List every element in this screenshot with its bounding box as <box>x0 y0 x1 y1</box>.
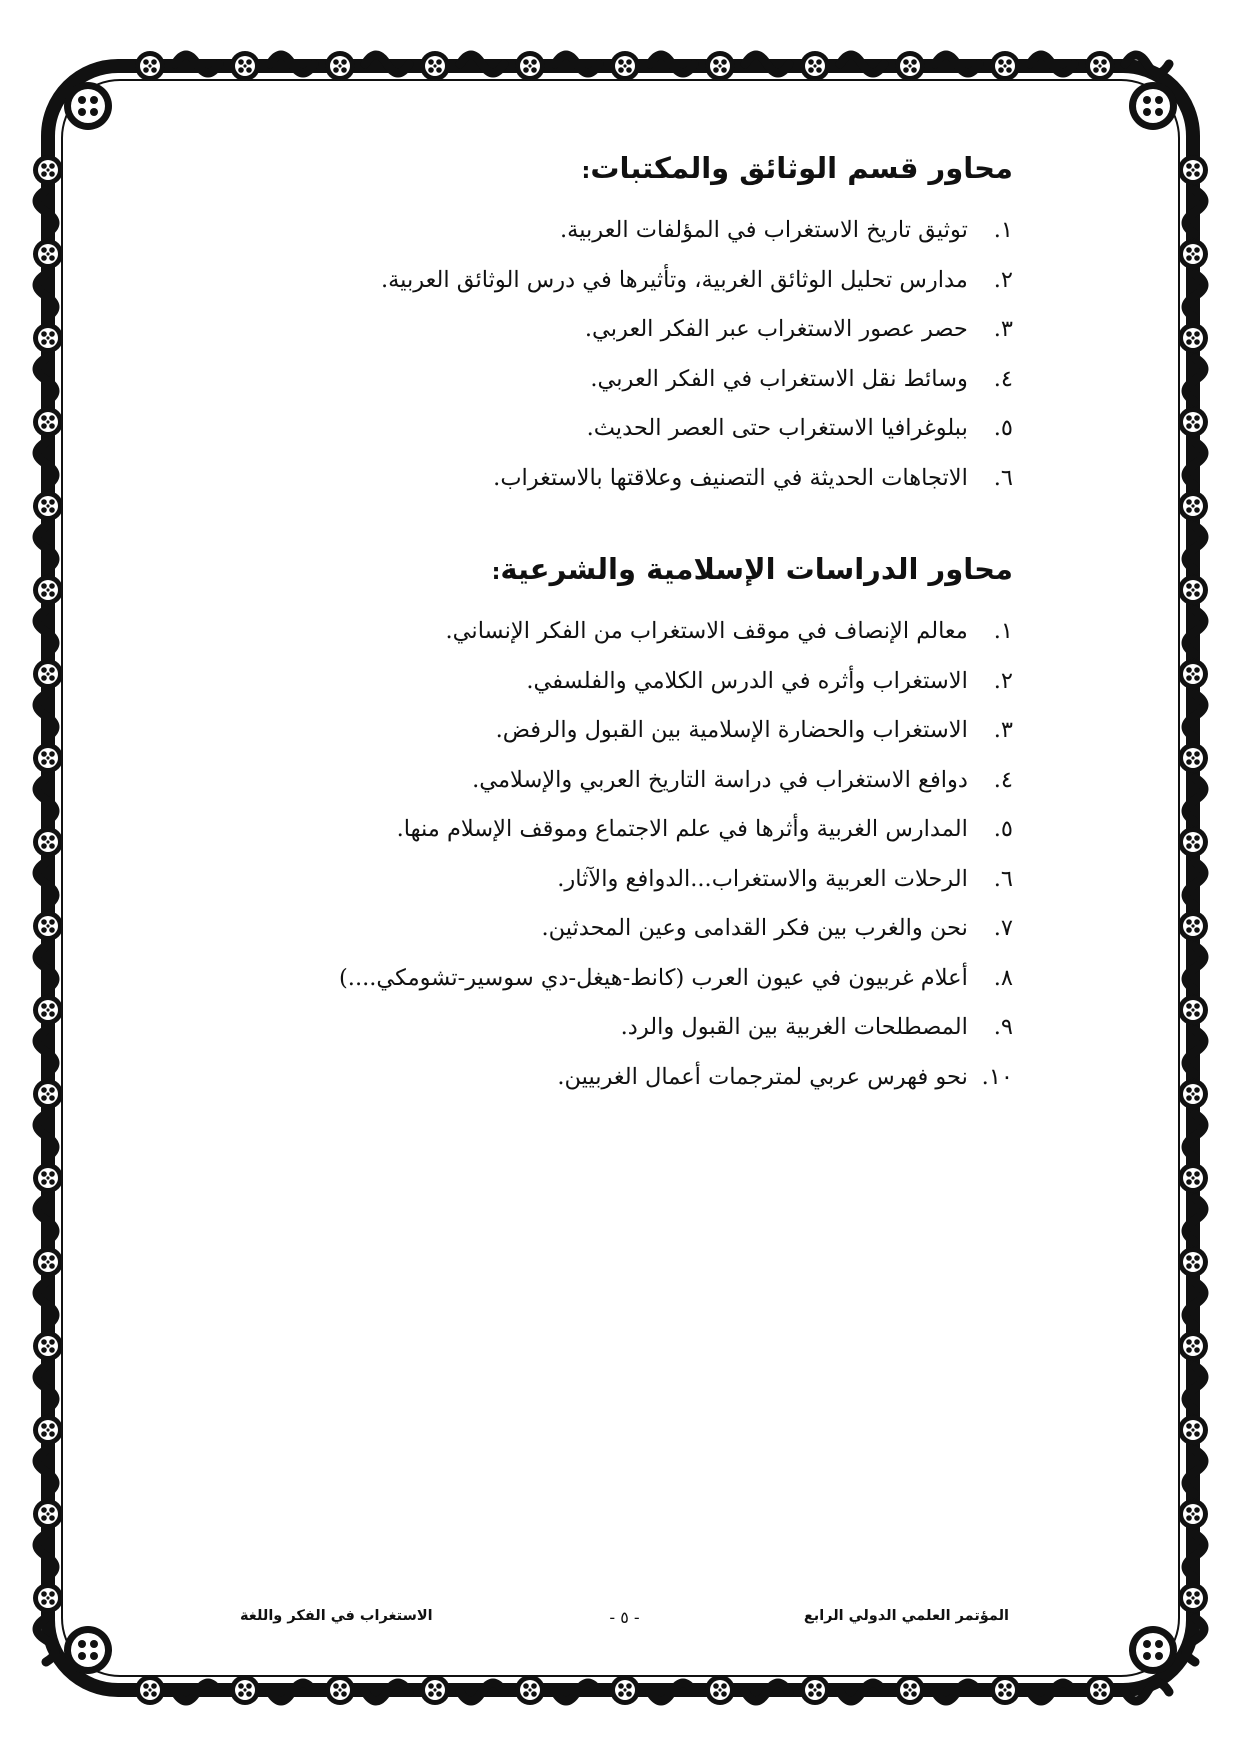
list-item <box>200 305 1013 355</box>
item-text: أعلام غربيون في عيون العرب (كانط-هيغل-دي سوسير-تشومكي....) <box>339 964 968 991</box>
list-item <box>200 206 1013 256</box>
list-item <box>200 855 1013 905</box>
list-item <box>200 607 1013 657</box>
item-number: ٨. <box>993 964 1013 991</box>
item-text: الاستغراب والحضارة الإسلامية بين القبول والرفض. <box>495 717 968 743</box>
item-text: الرحلات العربية والاستغراب...الدوافع والآثار. <box>557 865 968 892</box>
item-text: نحو فهرس عربي لمترجمات أعمال الغربيين. <box>557 1063 968 1090</box>
item-text: نحن والغرب بين فكر القدامى وعين المحدثين. <box>541 915 968 941</box>
item-text: دوافع الاستغراب في دراسة التاريخ العربي والإسلامي. <box>472 766 968 793</box>
item-text: ببلوغرافيا الاستغراب حتى العصر الحديث. <box>586 415 968 441</box>
list-item <box>200 404 1013 454</box>
item-number: ١. <box>993 618 1013 644</box>
list-item <box>200 954 1013 1004</box>
item-text: الاتجاهات الحديثة في التصنيف وعلاقتها بالاستغراب. <box>493 464 968 491</box>
list-item <box>200 756 1013 806</box>
topic-list <box>200 607 1013 1102</box>
item-number: ٦. <box>993 464 1013 491</box>
footer-topic: الاستغراب في الفكر واللغة <box>240 1608 433 1624</box>
item-text: المصطلحات الغربية بين القبول والرد. <box>620 1014 968 1040</box>
item-number: ٤. <box>993 766 1013 793</box>
page-content <box>200 148 1013 1102</box>
item-text: حصر عصور الاستغراب عبر الفكر العربي. <box>584 316 968 342</box>
item-number: ٩. <box>993 1014 1013 1040</box>
section-heading: محاور الدراسات الإسلامية والشرعية: <box>491 552 1013 586</box>
item-number: ١. <box>993 217 1013 243</box>
list-item <box>200 657 1013 707</box>
item-number: ٤. <box>993 365 1013 392</box>
item-text: وسائط نقل الاستغراب في الفكر العربي. <box>590 365 968 392</box>
item-number: ٢. <box>993 667 1013 694</box>
list-item <box>200 805 1013 855</box>
topic-list <box>200 206 1013 503</box>
item-text: الاستغراب وأثره في الدرس الكلامي والفلسفي. <box>526 667 968 694</box>
footer-conference: المؤتمر العلمي الدولي الرابع <box>803 1608 1009 1624</box>
list-item <box>200 454 1013 504</box>
item-number: ٢. <box>993 266 1013 293</box>
section-documents-libraries <box>200 148 1013 503</box>
item-number: ٧. <box>993 915 1013 941</box>
footer-page-number: - ٥ - <box>609 1608 640 1627</box>
item-text: مدارس تحليل الوثائق الغربية، وتأثيرها في درس الوثائق العربية. <box>380 266 968 293</box>
section-heading: محاور قسم الوثائق والمكتبات: <box>581 151 1013 185</box>
item-number: ٥. <box>993 415 1013 441</box>
list-item <box>200 1003 1013 1053</box>
item-text: المدارس الغربية وأثرها في علم الاجتماع وموقف الإسلام منها. <box>396 816 968 842</box>
list-item <box>200 1053 1013 1103</box>
list-item <box>200 706 1013 756</box>
list-item <box>200 256 1013 306</box>
list-item <box>200 904 1013 954</box>
item-number: ٣. <box>993 316 1013 342</box>
section-islamic-studies <box>200 549 1013 1102</box>
list-item <box>200 355 1013 405</box>
page-footer <box>240 1608 1009 1634</box>
item-text: توثيق تاريخ الاستغراب في المؤلفات العربية. <box>560 217 968 243</box>
item-number: ٥. <box>993 816 1013 842</box>
item-number: ١٠. <box>981 1063 1013 1090</box>
item-text: معالم الإنصاف في موقف الاستغراب من الفكر الإنساني. <box>445 618 968 644</box>
item-number: ٦. <box>993 865 1013 892</box>
item-number: ٣. <box>993 717 1013 743</box>
